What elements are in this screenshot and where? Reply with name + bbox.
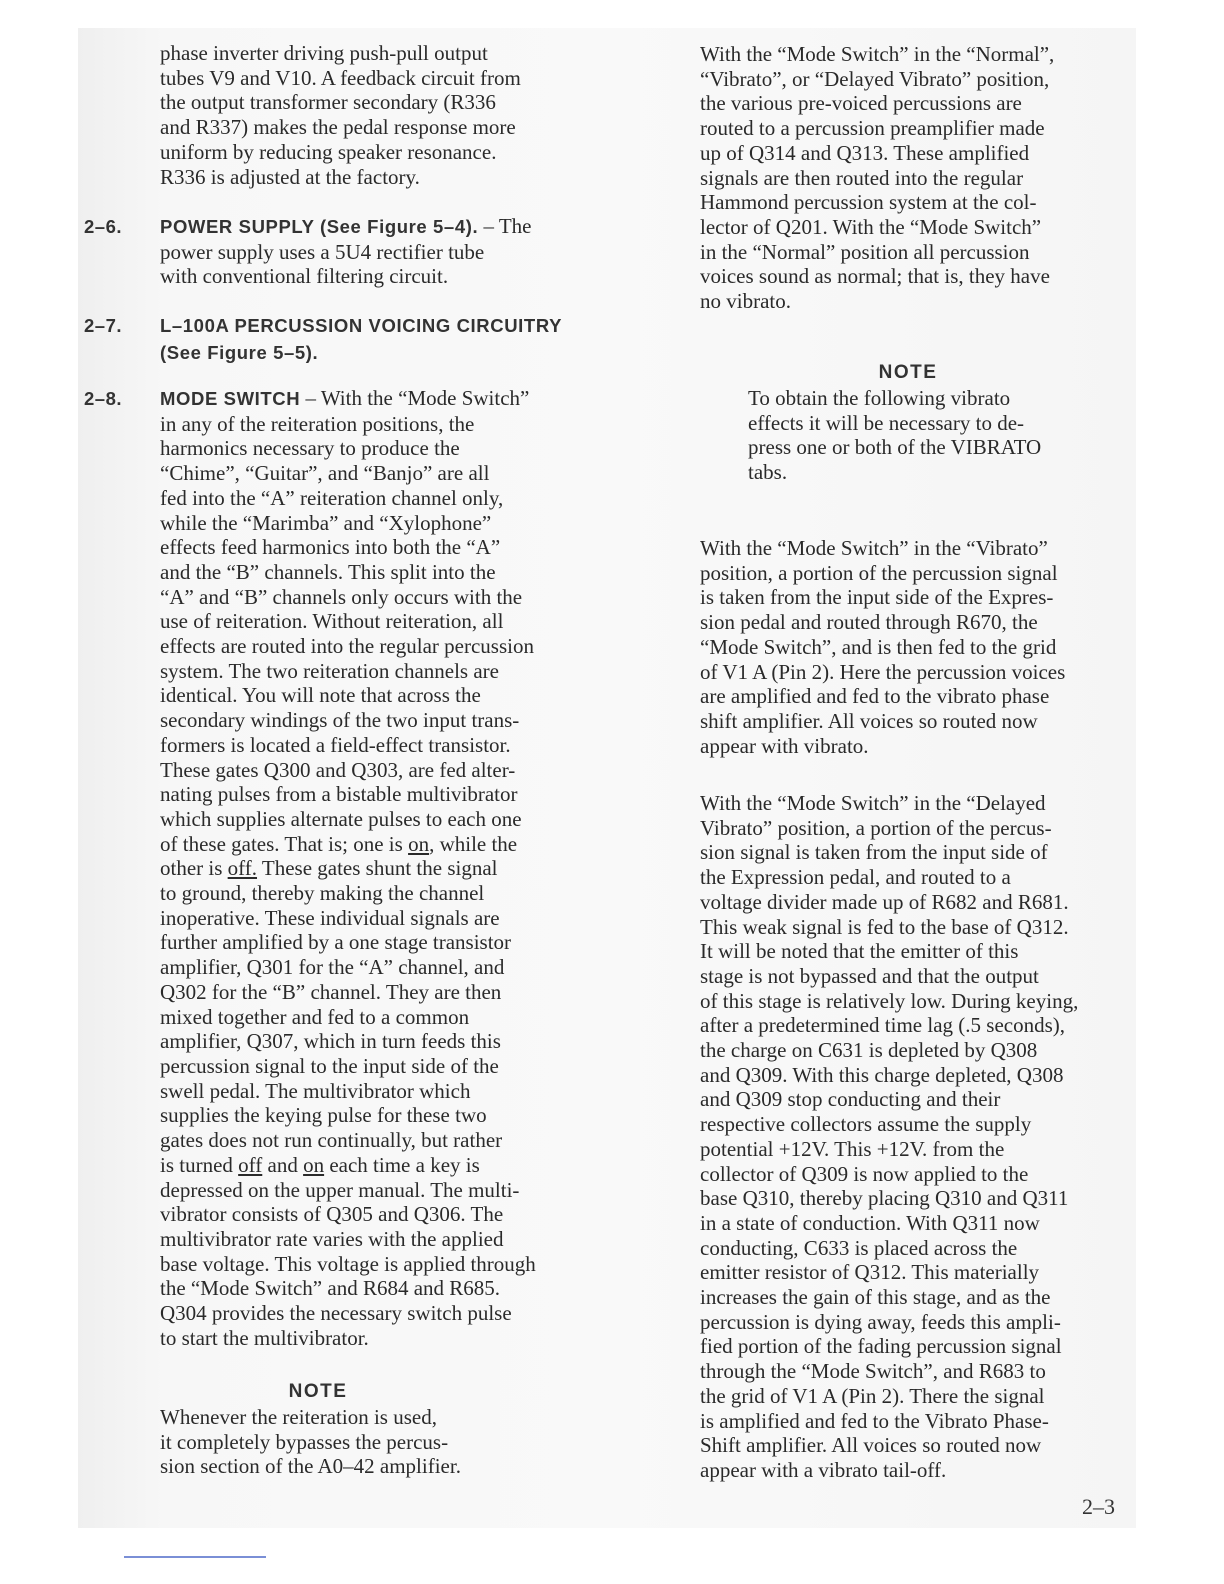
note-text: Whenever the reiteration is used, it completely bypasses the percus- sion section of the A0–42 amplifier. xyxy=(160,1405,461,1479)
section-heading-mode-switch: MODE SWITCH xyxy=(160,388,301,409)
page-number: 2–3 xyxy=(1082,1494,1115,1519)
section-heading-percussion-voicing-ref: (See Figure 5–5). xyxy=(160,342,319,363)
underlined-on: on xyxy=(408,831,430,856)
note-title: NOTE xyxy=(288,1381,348,1402)
section-number-2-7: 2–7. xyxy=(84,315,123,336)
section-2-8-text-lead: – With the “Mode Switch” xyxy=(300,386,530,410)
continued-paragraph: phase inverter driving push-pull output tubes V9 and V10. A feedback circuit from the output transformer secondary (R336 and R337) makes the pedal response more uniform by reducing speaker resonance. R336 is adjusted at the factory. xyxy=(160,41,521,189)
section-number-2-8: 2–8. xyxy=(84,388,123,409)
underlined-on-2: on xyxy=(303,1152,325,1177)
paragraph-vibrato-mode: With the “Mode Switch” in the “Vibrato” position, a portion of the percussion signal is taken from the input side of the Expres- sion pedal and routed through R670, the “Mode Switch”, and is then fed to the grid of V1 A (Pin 2). Here the percussion voices are amplified and fed to the vibrato phase shift amplifier. All voices so routed now appear with vibrato. xyxy=(700,536,1066,758)
section-2-6-text-lead: – The xyxy=(478,214,532,238)
section-2-8-text: in any of the reiteration positions, the harmonics necessary to produce the “Chime”, “Guitar”, and “Banjo” are all fed into the “A” reiteration channel only, while the “Marimba” and “Xylophone” effects feed harmonics into both the “A” and the “B” channels. This split into the “A” and “B” channels only occurs with the use of reiteration. Without reiteration, all effects are routed into the regular percussion system. The two reiteration channels are identical. You will note that across the secondary windings of the two input trans- formers is located a field-effect transistor. These gates Q300 and Q303, are fed alter- nating pulses from a bistable multivibrator which supplies alternate pulses to each one of these gates. That is; one is on, while the other is off. These gates shunt the signal to ground, thereby making the channel inoperative. These individual signals are further amplified by a one stage transistor amplifier, Q301 for the “A” channel, and Q302 for the “B” channel. They are then mixed together and fed to a common amplifier, Q307, which in turn feeds this percussion signal to the input side of the swell pedal. The multivibrator which supplies the keying pulse for these two gates does not run continually, but rather is turned off and on each time a key is depressed on the upper manual. The multi- vibrator consists of Q305 and Q306. The multivibrator rate varies with the applied base voltage. This voltage is applied through the “Mode Switch” and R684 and R685. Q304 provides the necessary switch pulse to start the multivibrator. xyxy=(160,411,536,1350)
section-heading-percussion-voicing: L–100A PERCUSSION VOICING CIRCUITRY xyxy=(160,315,563,336)
section-heading-power-supply: POWER SUPPLY (See Figure 5–4). xyxy=(160,216,479,237)
section-2-6 xyxy=(160,214,620,289)
underlined-off-2: off xyxy=(238,1152,263,1177)
note-title-right: NOTE xyxy=(878,362,938,383)
paragraph-delayed-vibrato-mode: With the “Mode Switch” in the “Delayed Vibrato” position, a portion of the percus- sion signal is taken from the input side of the Expression pedal, and routed to a voltage divider made up of R682 and R681. This weak signal is fed to the base of Q312. It will be noted that the emitter of this stage is not bypassed and that the output of this stage is relatively low. During keying, after a predetermined time lag (.5 seconds), the charge on C631 is depleted by Q308 and Q309. With this charge depleted, Q308 and Q309 stop conducting and their respective collectors assume the supply potential +12V. This +12V. from the collector of Q309 is now applied to the base Q310, thereby placing Q310 and Q311 in a state of conduction. With Q311 now conducting, C633 is placed across the emitter resistor of Q312. This materially increases the gain of this stage, and as the percussion is dying away, feeds this ampli- fied portion of the fading percussion signal through the “Mode Switch”, and R683 to the grid of V1 A (Pin 2). There the signal is amplified and fed to the Vibrato Phase- Shift amplifier. All voices so routed now appear with a vibrato tail-off. xyxy=(700,791,1079,1482)
section-2-6-text: power supply uses a 5U4 rectifier tube with conventional filtering circuit. xyxy=(160,239,485,289)
note-box-right xyxy=(748,362,1108,485)
section-2-8 xyxy=(160,386,620,1350)
note-box-left xyxy=(160,1381,476,1479)
section-number-2-6: 2–6. xyxy=(84,216,123,237)
underlined-off: off. xyxy=(227,856,258,881)
bottom-rule xyxy=(124,1556,266,1558)
section-2-7 xyxy=(160,312,620,366)
note-text-right: To obtain the following vibrato effects it will be necessary to de- press one or both of the VIBRATO tabs. xyxy=(748,386,1042,485)
paragraph-normal-mode: With the “Mode Switch” in the “Normal”, “Vibrato”, or “Delayed Vibrato” position, the various pre-voiced percussions are routed to a percussion preamplifier made up of Q314 and Q313. These amplified signals are then routed into the regular Hammond percussion system at the col- lector of Q201. With the “Mode Switch” in the “Normal” position all percussion voices sound as normal; that is, they have no vibrato. xyxy=(700,42,1055,314)
